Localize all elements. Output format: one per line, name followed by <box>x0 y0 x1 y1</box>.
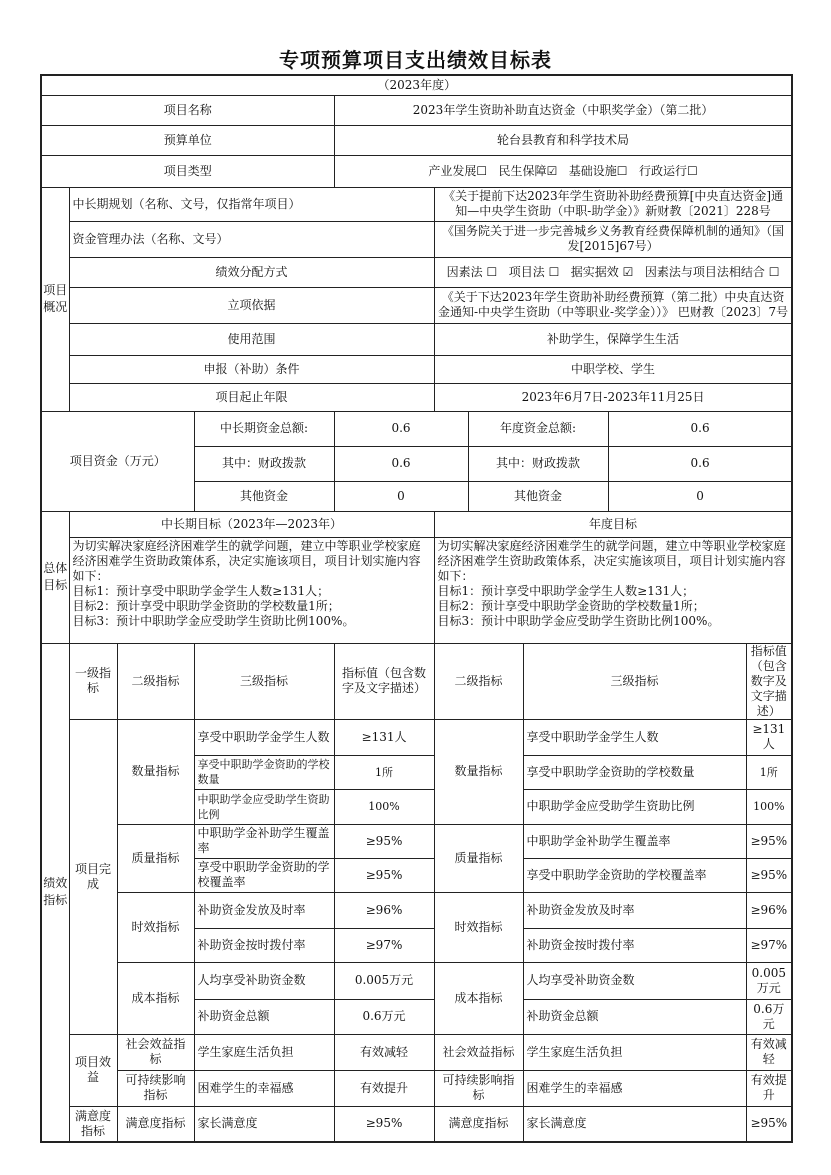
l2-timeliness: 时效指标 <box>117 892 194 962</box>
indicator-value: 有效提升 <box>334 1070 434 1106</box>
funds-label: 项目资金（万元） <box>41 411 194 511</box>
perf-header-l2: 二级指标 <box>117 643 194 719</box>
checkbox-icon: ☐ <box>687 163 698 178</box>
indicator-value: ≥95% <box>334 1106 434 1142</box>
mid-total-value: 0.6 <box>334 411 468 446</box>
alloc-option-combined: 因素法与项目法相结合 <box>644 264 765 279</box>
type-option-industry: 产业发展☐ <box>428 163 488 178</box>
project-type-options <box>334 155 792 187</box>
indicator-name-year: 享受中职助学金学生人数 <box>523 719 746 755</box>
l2-social-year: 社会效益指标 <box>434 1034 523 1070</box>
indicator-value: ≥97% <box>334 928 434 962</box>
indicator-value-year: ≥96% <box>746 892 792 928</box>
goals-label: 总体目标 <box>41 511 69 643</box>
year-label: （2023年度） <box>41 75 792 95</box>
l2-satisfaction: 满意度指标 <box>117 1106 194 1142</box>
condition-label: 申报（补助）条件 <box>69 355 434 383</box>
mid-plan-label: 中长期规划（名称、文号，仅指常年项目） <box>69 187 434 221</box>
indicator-name-year: 补助资金按时拨付率 <box>523 928 746 962</box>
mid-goal-header: 中长期目标（2023年—2023年） <box>69 511 434 537</box>
indicator-name-year: 中职助学金应受助学生资助比例 <box>523 789 746 824</box>
indicator-value-year: ≥97% <box>746 928 792 962</box>
indicator-name: 补助资金按时拨付率 <box>194 928 334 962</box>
overview-label: 项目概况 <box>41 187 69 411</box>
indicator-name: 享受中职助学金资助的学校数量 <box>194 755 334 789</box>
indicator-name: 人均享受补助资金数 <box>194 962 334 999</box>
type-option-admin: 行政运行☐ <box>639 163 698 178</box>
indicator-name: 享受中职助学金学生人数 <box>194 719 334 755</box>
indicator-value-year: 0.005万元 <box>746 962 792 999</box>
indicator-name: 享受中职助学金资助的学校覆盖率 <box>194 858 334 892</box>
indicator-value-year: 0.6万元 <box>746 999 792 1034</box>
l2-sustain: 可持续影响指标 <box>117 1070 194 1106</box>
l2-quality-year: 质量指标 <box>434 824 523 892</box>
checked-box-icon: ☑ <box>622 264 634 279</box>
scope-value: 补助学生，保障学生生活 <box>434 323 792 355</box>
year-goal-text: 为切实解决家庭经济困难学生的就学问题，建立中等职业学校家庭经济困难学生资助政策体系，决定实施该项目，项目计划实施内容如下： 目标1：预计享受中职助学金学生人数≥131人； 目标2：预计享受中职助学金资助的学校数量1所； 目标3：预计中职助学金应受助学生资助比例100%。 <box>434 537 792 643</box>
indicator-value: ≥131人 <box>334 719 434 755</box>
mid-fiscal-value: 0.6 <box>334 446 468 481</box>
checkbox-icon: ☐ <box>548 264 560 279</box>
indicator-name: 家长满意度 <box>194 1106 334 1142</box>
mid-fiscal-label: 其中：财政拨款 <box>194 446 334 481</box>
checked-box-icon: ☑ <box>546 163 558 178</box>
basis-label: 立项依据 <box>69 287 434 323</box>
indicator-name-year: 学生家庭生活负担 <box>523 1034 746 1070</box>
page-title: 专项预算项目支出绩效目标表 <box>279 48 552 72</box>
indicator-value-year: ≥95% <box>746 1106 792 1142</box>
l1-completion: 项目完成 <box>69 719 117 1034</box>
alloc-option-actual: 据实据效 <box>570 264 619 279</box>
l2-cost-year: 成本指标 <box>434 962 523 1034</box>
perf-header-l2-year: 二级指标 <box>434 643 523 719</box>
indicator-value: 100% <box>334 789 434 824</box>
mid-total-label: 中长期资金总额: <box>194 411 334 446</box>
indicator-value: 有效减轻 <box>334 1034 434 1070</box>
indicator-value-year: ≥95% <box>746 824 792 858</box>
mid-other-label: 其他资金 <box>194 481 334 511</box>
scope-label: 使用范围 <box>69 323 434 355</box>
indicator-value-year: 1所 <box>746 755 792 789</box>
indicator-name-year: 享受中职助学金资助的学校覆盖率 <box>523 858 746 892</box>
period-value: 2023年6月7日-2023年11月25日 <box>434 383 792 411</box>
checkbox-icon: ☐ <box>768 264 780 279</box>
mid-other-value: 0 <box>334 481 468 511</box>
indicator-name-year: 困难学生的幸福感 <box>523 1070 746 1106</box>
alloc-method-label: 绩效分配方式 <box>69 257 434 287</box>
perf-label: 绩效指标 <box>41 643 69 1142</box>
indicator-name: 补助资金总额 <box>194 999 334 1034</box>
indicator-name-year: 享受中职助学金资助的学校数量 <box>523 755 746 789</box>
indicator-name: 困难学生的幸福感 <box>194 1070 334 1106</box>
indicator-value: 1所 <box>334 755 434 789</box>
budget-unit-value: 轮台县教育和科学技术局 <box>334 125 792 155</box>
budget-unit-label: 预算单位 <box>41 125 334 155</box>
indicator-value-year: ≥131人 <box>746 719 792 755</box>
l2-quantity: 数量指标 <box>117 719 194 824</box>
l2-sustain-year: 可持续影响指标 <box>434 1070 523 1106</box>
period-label: 项目起止年限 <box>69 383 434 411</box>
year-total-value: 0.6 <box>608 411 792 446</box>
l2-social: 社会效益指标 <box>117 1034 194 1070</box>
indicator-value: ≥96% <box>334 892 434 928</box>
perf-header-l3-year: 三级指标 <box>523 643 746 719</box>
year-total-label: 年度资金总额: <box>468 411 608 446</box>
checkbox-icon: ☐ <box>486 264 498 279</box>
indicator-name: 中职助学金补助学生覆盖率 <box>194 824 334 858</box>
year-fiscal-label: 其中：财政拨款 <box>468 446 608 481</box>
indicator-name-year: 补助资金发放及时率 <box>523 892 746 928</box>
indicator-value-year: ≥95% <box>746 858 792 892</box>
indicator-value: ≥95% <box>334 824 434 858</box>
alloc-option-factor: 因素法 <box>446 264 483 279</box>
indicator-value-year: 有效提升 <box>746 1070 792 1106</box>
indicator-value-year: 有效减轻 <box>746 1034 792 1070</box>
indicator-name-year: 中职助学金补助学生覆盖率 <box>523 824 746 858</box>
project-name-value: 2023年学生资助补助直达资金（中职奖学金）（第二批） <box>334 95 792 125</box>
fund-mgmt-value: 《国务院关于进一步完善城乡义务教育经费保障机制的通知》（国发[2015]67号） <box>434 221 792 257</box>
year-fiscal-value: 0.6 <box>608 446 792 481</box>
indicator-value: 0.005万元 <box>334 962 434 999</box>
year-goal-header: 年度目标 <box>434 511 792 537</box>
l2-satisfaction-year: 满意度指标 <box>434 1106 523 1142</box>
fund-mgmt-label: 资金管理办法（名称、文号） <box>69 221 434 257</box>
alloc-option-project: 项目法 <box>508 264 545 279</box>
performance-target-table <box>40 74 793 1143</box>
year-other-value: 0 <box>608 481 792 511</box>
indicator-value: 0.6万元 <box>334 999 434 1034</box>
indicator-name: 中职助学金应受助学生资助比例 <box>194 789 334 824</box>
basis-value: 《关于下达2023年学生资助补助经费预算（第二批）中央直达资金通知-中央学生资助（中等职业-奖学金））》 巴财教〔2023〕7号 <box>434 287 792 323</box>
l2-cost: 成本指标 <box>117 962 194 1034</box>
perf-header-value-year: 指标值（包含数字及文字描述） <box>746 643 792 719</box>
project-type-label: 项目类型 <box>41 155 334 187</box>
checkbox-icon: ☐ <box>616 163 628 178</box>
perf-header-l1: 一级指标 <box>69 643 117 719</box>
indicator-value: ≥95% <box>334 858 434 892</box>
project-name-label: 项目名称 <box>41 95 334 125</box>
indicator-value-year: 100% <box>746 789 792 824</box>
indicator-name-year: 人均享受补助资金数 <box>523 962 746 999</box>
mid-plan-value: 《关于提前下达2023年学生资助补助经费预算[中央直达资金]通知—中央学生资助（中职-助学金）》新财教〔2021〕228号 <box>434 187 792 221</box>
year-other-label: 其他资金 <box>468 481 608 511</box>
indicator-name-year: 补助资金总额 <box>523 999 746 1034</box>
perf-header-value: 指标值（包含数字及文字描述） <box>334 643 434 719</box>
l1-satisfaction: 满意度指标 <box>69 1106 117 1142</box>
condition-value: 中职学校、学生 <box>434 355 792 383</box>
mid-goal-text: 为切实解决家庭经济困难学生的就学问题，建立中等职业学校家庭经济困难学生资助政策体系，决定实施该项目，项目计划实施内容如下： 目标1：预计享受中职助学金学生人数≥131人； 目标2：预计享受中职助学金资助的学校数量1所； 目标3：预计中职助学金应受助学生资助比例100%。 <box>69 537 434 643</box>
l2-quality: 质量指标 <box>117 824 194 892</box>
l1-benefit: 项目效益 <box>69 1034 117 1106</box>
type-option-livelihood: 民生保障☑ <box>498 163 558 178</box>
indicator-name-year: 家长满意度 <box>523 1106 746 1142</box>
indicator-name: 补助资金发放及时率 <box>194 892 334 928</box>
l2-quantity-year: 数量指标 <box>434 719 523 824</box>
indicator-name: 学生家庭生活负担 <box>194 1034 334 1070</box>
type-option-infrastructure: 基础设施☐ <box>568 163 628 178</box>
checkbox-icon: ☐ <box>476 163 488 178</box>
alloc-method-options <box>434 257 792 287</box>
l2-timeliness-year: 时效指标 <box>434 892 523 962</box>
perf-header-l3: 三级指标 <box>194 643 334 719</box>
